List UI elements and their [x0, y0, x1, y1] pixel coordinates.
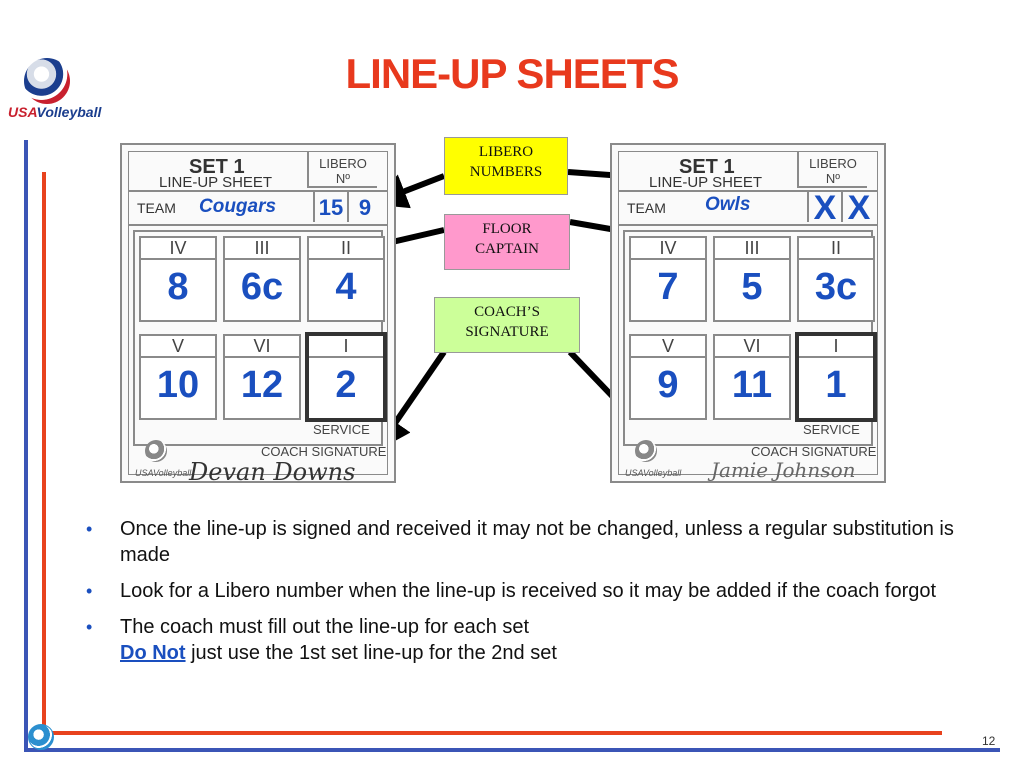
player-number: 3c — [814, 266, 858, 308]
position-cell — [713, 236, 791, 322]
position-roman: II — [799, 238, 873, 260]
libero-number: 9 — [347, 192, 381, 222]
player-number: 10 — [156, 364, 200, 406]
player-number: 6c — [240, 266, 284, 308]
bullet-item — [82, 578, 982, 604]
callout-line: NUMBERS — [469, 164, 543, 180]
coach-signature-callout — [434, 297, 580, 353]
sheet-inner — [128, 151, 388, 486]
position-roman: VI — [715, 336, 789, 358]
position-cell — [629, 236, 707, 322]
position-cell — [139, 334, 217, 420]
libero-numbers-callout — [444, 137, 568, 195]
team-name: Owls — [705, 194, 751, 215]
bullet-text: Once the line-up is signed and received it may not be changed, unless a regular substitution is made — [120, 518, 954, 566]
volleyball-mini-icon — [635, 440, 657, 462]
libero-header-line: Nº — [825, 171, 841, 186]
bullet-list — [82, 516, 982, 676]
coach-signature-label: COACH SIGNATURE — [261, 444, 387, 459]
position-roman: V — [631, 336, 705, 358]
libero-header-line: LIBERO — [809, 156, 857, 171]
position-roman: IV — [631, 238, 705, 260]
position-cell — [713, 334, 791, 420]
team-row — [129, 190, 387, 226]
player-number: 2 — [335, 364, 357, 406]
libero-number: X — [807, 192, 841, 222]
bullet-item — [82, 516, 982, 568]
player-number: 8 — [167, 266, 189, 308]
usa-volleyball-logo-text: USAVolleyball — [8, 104, 102, 120]
libero-header-line: Nº — [335, 171, 351, 186]
callout-line: FLOOR — [482, 221, 532, 237]
volleyball-footer-icon — [28, 724, 54, 750]
position-cell — [223, 236, 301, 322]
service-position-cell — [305, 332, 387, 422]
set-label: SET 1 — [679, 156, 735, 178]
set-label: SET 1 — [189, 156, 245, 178]
bullet-text: The coach must fill out the line-up for each set — [120, 616, 530, 638]
libero-header-line: LIBERO — [319, 156, 367, 171]
player-number: 7 — [657, 266, 679, 308]
position-cell — [797, 236, 875, 322]
player-number: 5 — [741, 266, 763, 308]
position-roman: III — [225, 238, 299, 260]
position-roman: II — [309, 238, 383, 260]
team-name: Cougars — [199, 196, 277, 217]
sheet-subtitle: LINE-UP SHEET — [159, 174, 273, 191]
bullet-dot: • — [86, 519, 93, 539]
coach-signature: Devan Downs — [189, 458, 356, 486]
bullet-text: Look for a Libero number when the line-up is received so it may be added if the coach forgot — [120, 580, 937, 602]
page-number: 12 — [982, 734, 996, 748]
callout-line: CAPTAIN — [475, 241, 539, 257]
bullet-item — [82, 614, 982, 666]
positions-grid — [623, 230, 873, 446]
position-roman: I — [309, 336, 383, 358]
positions-grid — [133, 230, 383, 446]
position-cell — [223, 334, 301, 420]
lineup-sheet-owls — [610, 143, 886, 483]
service-position-cell — [795, 332, 877, 422]
coach-signature-label: COACH SIGNATURE — [751, 444, 877, 459]
mini-logo-text: USAVolleyball — [625, 468, 682, 478]
coach-signature: Jamie Johnson — [711, 458, 856, 482]
volleyball-mini-icon — [145, 440, 167, 462]
do-not-link[interactable]: Do Not — [120, 642, 186, 664]
callout-line: LIBERO — [478, 144, 534, 160]
position-roman: V — [141, 336, 215, 358]
libero-number: X — [841, 192, 875, 222]
team-label: TEAM — [627, 200, 666, 216]
position-roman: I — [799, 336, 873, 358]
libero-header — [307, 152, 377, 188]
position-roman: IV — [141, 238, 215, 260]
player-number: 12 — [240, 364, 284, 406]
slide-title: LINE-UP SHEETS — [345, 50, 679, 97]
callout-line: COACH’S — [474, 304, 540, 320]
libero-number: 15 — [313, 192, 347, 222]
player-number: 1 — [825, 364, 847, 406]
service-label: SERVICE — [313, 422, 370, 437]
callout-line: SIGNATURE — [465, 324, 549, 340]
libero-header — [797, 152, 867, 188]
lineup-sheet-cougars — [120, 143, 396, 486]
sheet-inner — [618, 151, 878, 482]
team-row — [619, 190, 877, 226]
service-label: SERVICE — [803, 422, 860, 437]
position-roman: VI — [225, 336, 299, 358]
mini-logo-text: USAVolleyball — [135, 468, 192, 478]
team-label: TEAM — [137, 200, 176, 216]
position-cell — [139, 236, 217, 322]
bullet-dot: • — [86, 617, 93, 637]
position-cell — [307, 236, 385, 322]
player-number: 9 — [657, 364, 679, 406]
sheet-subtitle: LINE-UP SHEET — [649, 174, 763, 191]
player-number: 4 — [335, 266, 357, 308]
position-roman: III — [715, 238, 789, 260]
bullet-text-rest: just use the 1st set line-up for the 2nd set — [185, 642, 557, 664]
position-cell — [629, 334, 707, 420]
bullet-dot: • — [86, 581, 93, 601]
floor-captain-callout — [444, 214, 570, 270]
player-number: 11 — [731, 364, 773, 406]
